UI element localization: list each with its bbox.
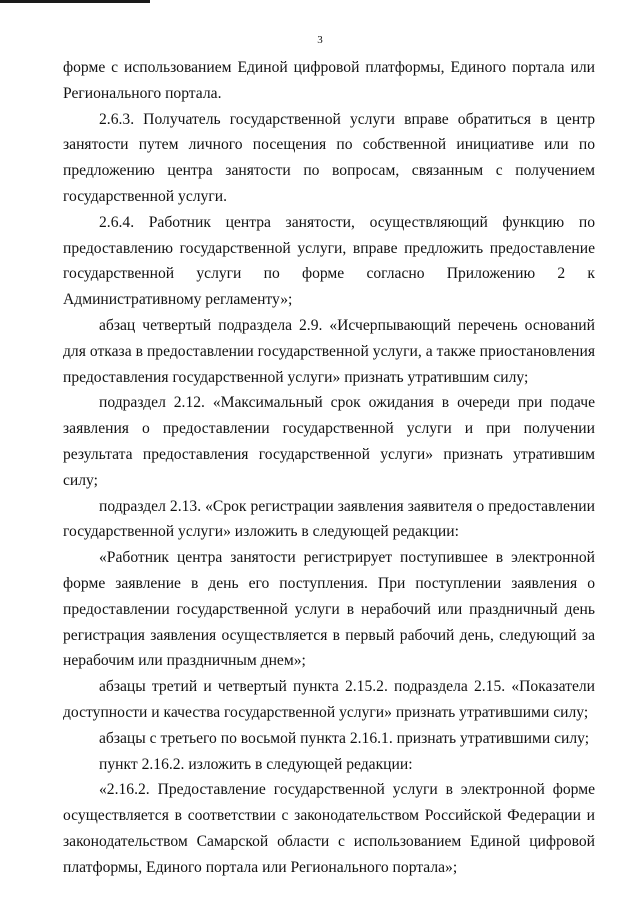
paragraph-2-6-3: 2.6.3. Получатель государственной услуги вправе обратиться в центр занятости путем личного посещения по собственной инициативе или по предложению центра занятости по вопросам, связанным с получением государственной услуги.	[63, 110, 595, 205]
paragraph-2-15-2: абзацы третий и четвертый пункта 2.15.2. подраздела 2.15. «Показатели доступности и качества государственной услуги» признать утратившими силу;	[63, 678, 595, 721]
top-edge-rule	[0, 0, 150, 3]
paragraph-subsection-2-9: абзац четвертый подраздела 2.9. «Исчерпывающий перечень оснований для отказа в предоставлении государственной услуги, а также приостановления предоставления государственной услуги» признать утратившим силу;	[63, 316, 595, 386]
paragraph-subsection-2-13: подраздел 2.13. «Срок регистрации заявления заявителя о предоставлении государственной услуги» изложить в следующей редакции:	[63, 497, 595, 541]
paragraph-subsection-2-12: подраздел 2.12. «Максимальный срок ожидания в очереди при подаче заявления о предоставлении государственной услуги и при получении результата предоставления государственной услуги» признать утратившим силу;	[63, 394, 595, 489]
paragraph-2-16-1: абзацы с третьего по восьмой пункта 2.16.1. признать утратившими силу;	[99, 729, 590, 747]
paragraph-continuation: форме с использованием Единой цифровой платформы, Единого портала или Регионального портала.	[63, 59, 595, 102]
paragraph-2-16-2-text: «2.16.2. Предоставление государственной услуги в электронной форме осуществляется в соответствии с законодательством Российской Федерации и законодательством Самарской области с использованием Единой цифровой платформы, Единого портала или Регионального портала»;	[63, 781, 595, 876]
paragraph-registration-text: «Работник центра занятости регистрирует поступившее в электронной форме заявление в день его поступления. При поступлении заявления о предоставлении государственной услуги в нерабочий или праздничный день регистрация заявления осуществляется в первый рабочий день, следующий за нерабочим или праздничным днем»;	[63, 549, 595, 670]
page-number: 3	[317, 34, 323, 46]
paragraph-2-6-4: 2.6.4. Работник центра занятости, осуществляющий функцию по предоставлению государственной услуги, вправе предложить предоставление государственной услуги по форме согласно Приложению 2 к Административному регламенту»;	[63, 213, 595, 309]
document-body	[63, 55, 595, 881]
paragraph-2-16-2-intro: пункт 2.16.2. изложить в следующей редакции:	[99, 755, 413, 773]
